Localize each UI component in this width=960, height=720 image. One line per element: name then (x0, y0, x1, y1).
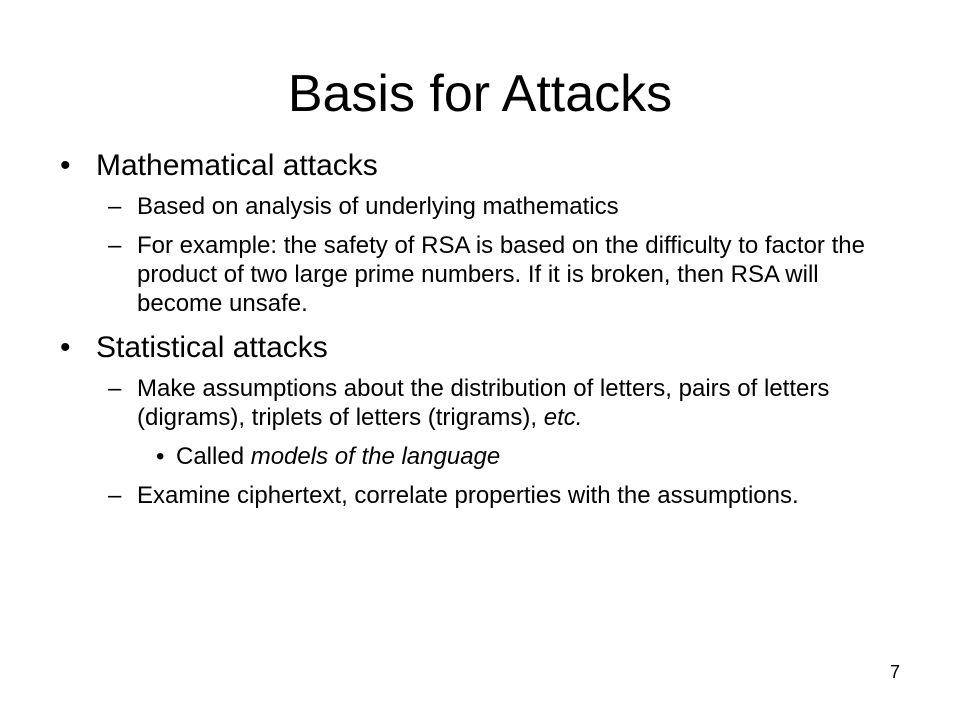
sub-bullet-italic: etc. (543, 404, 583, 431)
bullet-mathematical-attacks (60, 146, 890, 186)
sub-bullet-text: Make assumptions about the distribution of letters, pairs of letters (digrams), triplets of letters (trigrams), (137, 375, 830, 431)
dash-marker: – (108, 193, 122, 220)
dash-marker: – (108, 482, 122, 509)
page-number: 7 (889, 662, 900, 682)
sub-bullet-text: Based on analysis of underlying mathematics (137, 193, 619, 220)
bullet-marker: • (60, 331, 71, 364)
bullet-statistical-attacks (60, 328, 890, 368)
sub-bullet-examine-ciphertext (108, 481, 890, 510)
bullet-marker: • (60, 149, 71, 182)
bullet-text: Mathematical attacks (96, 149, 378, 182)
dash-marker: – (108, 232, 122, 259)
slide-content (60, 146, 890, 520)
nested-bullet-italic: models of the language (250, 443, 501, 470)
sub-bullet-rsa-example (108, 231, 890, 318)
sub-bullet-analysis (108, 192, 890, 221)
bullet-text: Statistical attacks (96, 331, 328, 364)
slide-title: Basis for Attacks (287, 65, 673, 123)
nested-bullet-text: Called (176, 443, 251, 470)
sub-bullet-text: For example: the safety of RSA is based on the difficulty to factor the product of two large prime numbers. If it is broken, then RSA will become unsafe. (137, 232, 865, 317)
nested-bullet-models (156, 442, 890, 471)
sub-bullet-assumptions (108, 374, 890, 432)
dash-marker: – (108, 375, 122, 402)
bullet-marker: • (156, 443, 165, 470)
sub-bullet-text: Examine ciphertext, correlate properties with the assumptions. (137, 482, 799, 509)
